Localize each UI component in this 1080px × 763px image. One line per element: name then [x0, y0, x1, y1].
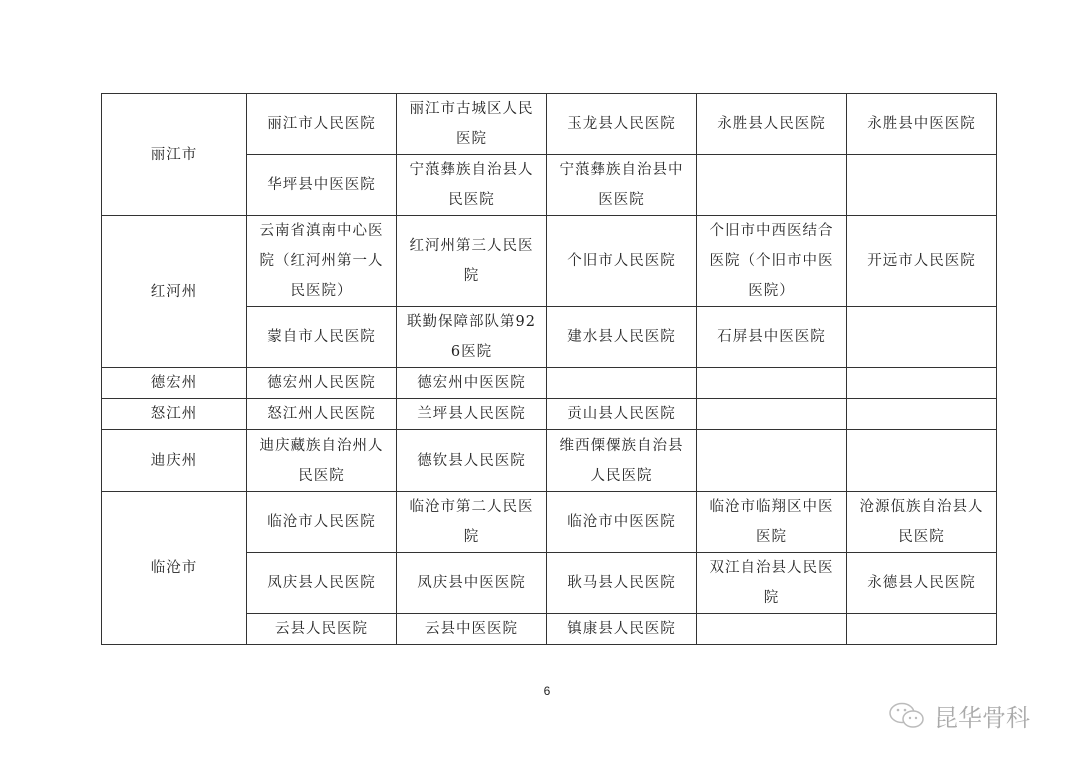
hospital-cell: 沧源佤族自治县人民医院	[847, 492, 997, 553]
hospital-cell: 贡山县人民医院	[547, 399, 697, 430]
hospital-cell: 兰坪县人民医院	[397, 399, 547, 430]
hospital-cell	[847, 307, 997, 368]
hospital-cell: 迪庆藏族自治州人民医院	[247, 430, 397, 492]
hospital-table-body	[102, 94, 997, 645]
table-row	[102, 492, 997, 553]
hospital-cell	[847, 430, 997, 492]
hospital-cell: 临沧市中医医院	[547, 492, 697, 553]
region-cell: 迪庆州	[102, 430, 247, 492]
hospital-cell: 德钦县人民医院	[397, 430, 547, 492]
hospital-cell: 德宏州人民医院	[247, 368, 397, 399]
hospital-cell: 临沧市临翔区中医医院	[697, 492, 847, 553]
hospital-cell: 丽江市古城区人民医院	[397, 94, 547, 155]
table-row	[102, 399, 997, 430]
hospital-cell	[697, 614, 847, 645]
hospital-cell: 永胜县中医医院	[847, 94, 997, 155]
hospital-cell: 联勤保障部队第926医院	[397, 307, 547, 368]
wechat-icon	[888, 701, 928, 731]
hospital-cell: 怒江州人民医院	[247, 399, 397, 430]
hospital-cell: 耿马县人民医院	[547, 553, 697, 614]
hospital-cell: 玉龙县人民医院	[547, 94, 697, 155]
table-row	[102, 368, 997, 399]
hospital-cell	[847, 614, 997, 645]
hospital-cell: 红河州第三人民医院	[397, 216, 547, 307]
hospital-cell: 石屏县中医医院	[697, 307, 847, 368]
hospital-cell	[847, 399, 997, 430]
region-cell: 临沧市	[102, 492, 247, 645]
table-row	[102, 94, 997, 155]
hospital-cell	[697, 368, 847, 399]
hospital-cell: 德宏州中医医院	[397, 368, 547, 399]
hospital-cell: 维西傈僳族自治县人民医院	[547, 430, 697, 492]
hospital-cell: 临沧市第二人民医院	[397, 492, 547, 553]
watermark-text: 昆华骨科	[934, 704, 1030, 732]
hospital-cell: 云县人民医院	[247, 614, 397, 645]
hospital-cell: 开远市人民医院	[847, 216, 997, 307]
region-cell: 红河州	[102, 216, 247, 368]
hospital-cell: 华坪县中医医院	[247, 155, 397, 216]
page-number: 6	[543, 684, 551, 698]
region-cell: 丽江市	[102, 94, 247, 216]
watermark	[888, 698, 1030, 733]
hospital-cell: 丽江市人民医院	[247, 94, 397, 155]
table-row	[102, 430, 997, 492]
hospital-cell	[697, 155, 847, 216]
hospital-cell: 个旧市中西医结合医院（个旧市中医医院）	[697, 216, 847, 307]
hospital-cell: 个旧市人民医院	[547, 216, 697, 307]
hospital-cell: 永胜县人民医院	[697, 94, 847, 155]
hospital-cell: 云南省滇南中心医院（红河州第一人民医院）	[247, 216, 397, 307]
hospital-cell: 永德县人民医院	[847, 553, 997, 614]
hospital-cell: 云县中医医院	[397, 614, 547, 645]
hospital-cell: 宁蒗彝族自治县中医医院	[547, 155, 697, 216]
hospital-cell: 凤庆县中医医院	[397, 553, 547, 614]
hospital-cell	[847, 368, 997, 399]
hospital-cell	[847, 155, 997, 216]
region-cell: 怒江州	[102, 399, 247, 430]
hospital-cell: 蒙自市人民医院	[247, 307, 397, 368]
hospital-cell	[697, 430, 847, 492]
hospital-table	[101, 93, 997, 645]
hospital-cell: 临沧市人民医院	[247, 492, 397, 553]
hospital-cell: 镇康县人民医院	[547, 614, 697, 645]
region-cell: 德宏州	[102, 368, 247, 399]
hospital-cell	[697, 399, 847, 430]
hospital-cell	[547, 368, 697, 399]
hospital-cell: 建水县人民医院	[547, 307, 697, 368]
hospital-cell: 宁蒗彝族自治县人民医院	[397, 155, 547, 216]
hospital-cell: 双江自治县人民医院	[697, 553, 847, 614]
table-row	[102, 216, 997, 307]
hospital-cell: 凤庆县人民医院	[247, 553, 397, 614]
